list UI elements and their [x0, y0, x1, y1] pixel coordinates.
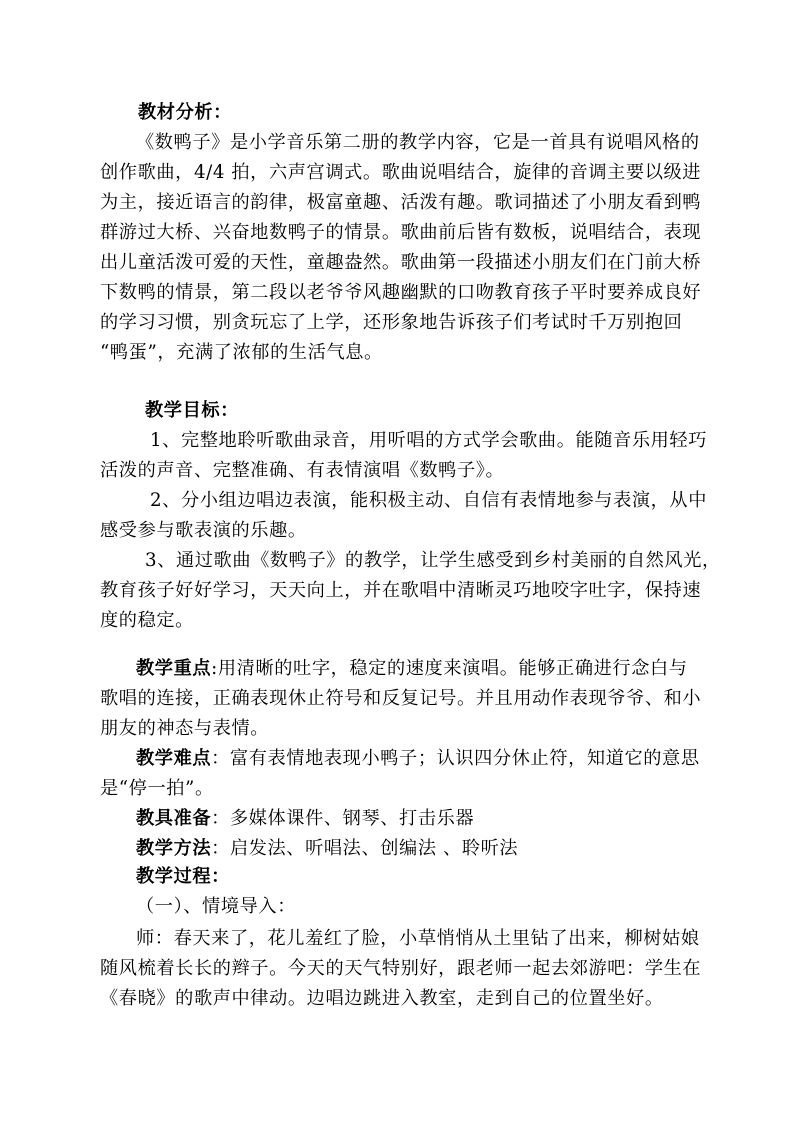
analysis-heading: 教材分析：: [138, 102, 232, 123]
goals-line: 1、完整地聆听歌曲录音，用听唱的方式学会歌曲。能随音乐用轻巧: [150, 430, 708, 451]
goals-line: 感受参与歌表演的乐趣。: [100, 520, 307, 541]
process-label: 教学过程: [136, 866, 212, 887]
difficulties-text: ：富有表情地表现小鸭子；认识四分休止符，知道它的意思: [211, 748, 700, 769]
process-section-title: （一）、情境导入：: [136, 896, 296, 917]
analysis-line: 《数鸭子》是小学音乐第二册的教学内容，它是一首具有说唱风格的: [136, 132, 700, 153]
goals-line: 2、分小组边唱边表演，能积极主动、自信有表情地参与表演，从中: [150, 490, 708, 511]
analysis-line: 为主，接近语言的韵律，极富童趣、活泼有趣。歌词描述了小朋友看到鸭: [100, 192, 702, 213]
key-points-paragraph: [136, 657, 736, 681]
analysis-line: 群游过大桥、兴奋地数鸭子的情景。歌曲前后皆有数板，说唱结合，表现: [100, 222, 702, 243]
methods-paragraph: [136, 837, 736, 861]
goals-line: 3、通过歌曲《数鸭子》的教学，让学生感受到乡村美丽的自然风光，: [145, 550, 721, 571]
methods-label: 教学方法: [136, 838, 212, 859]
process-line: 随风梳着长长的辫子。今天的天气特别好，跟老师一起去郊游吧：学生在: [100, 958, 702, 979]
process-line: 师：春天来了，花儿羞红了脸，小草悄悄从土里钻了出来，柳树姑娘: [136, 928, 700, 949]
goals-line: 度的稳定。: [100, 610, 194, 631]
process-label-suffix: ：: [211, 866, 230, 887]
preparation-paragraph: [136, 807, 736, 831]
analysis-line: 的学习习惯，别贪玩忘了上学，还形象地告诉孩子们考试时千万别抱回: [100, 312, 683, 333]
analysis-line: 创作歌曲，4/4 拍，六声宫调式。歌曲说唱结合，旋律的音调主要以级进: [100, 162, 702, 183]
key-points-label: 教学重点: [136, 658, 212, 679]
analysis-line: “鸭蛋”，充满了浓郁的生活气息。: [100, 342, 383, 363]
goals-heading: 教学目标：: [145, 400, 239, 421]
methods-text: ：启发法、听唱法、创编法 、聆听法: [211, 838, 519, 859]
goals-line: 活泼的声音、完整准确、有表情演唱《数鸭子》。: [100, 460, 505, 481]
goals-line: 教育孩子好好学习，天天向上，并在歌唱中清晰灵巧地咬字吐字，保持速: [100, 580, 702, 601]
key-points-text: :用清晰的吐字，稳定的速度来演唱。能够正确进行念白与: [211, 658, 688, 679]
difficulties-paragraph: [136, 747, 736, 771]
difficulties-line: 是“停一拍”。: [100, 778, 214, 799]
preparation-text: ：多媒体课件、钢琴、打击乐器: [211, 808, 475, 829]
process-line: 《春晓》的歌声中律动。边唱边跳进入教室，走到自己的位置坐好。: [100, 988, 664, 1009]
key-points-line: 歌唱的连接，正确表现休止符号和反复记号。并且用动作表现爷爷、和小: [100, 688, 702, 709]
analysis-line: 出儿童活泼可爱的天性，童趣盎然。歌曲第一段描述小朋友们在门前大桥: [100, 252, 702, 273]
difficulties-label: 教学难点: [136, 748, 212, 769]
analysis-line: 下数鸭的情景，第二段以老爷爷风趣幽默的口吻教育孩子平时要养成良好: [100, 282, 702, 303]
preparation-label: 教具准备: [136, 808, 212, 829]
process-heading: [136, 865, 736, 889]
key-points-line: 朋友的神态与表情。: [100, 718, 270, 739]
